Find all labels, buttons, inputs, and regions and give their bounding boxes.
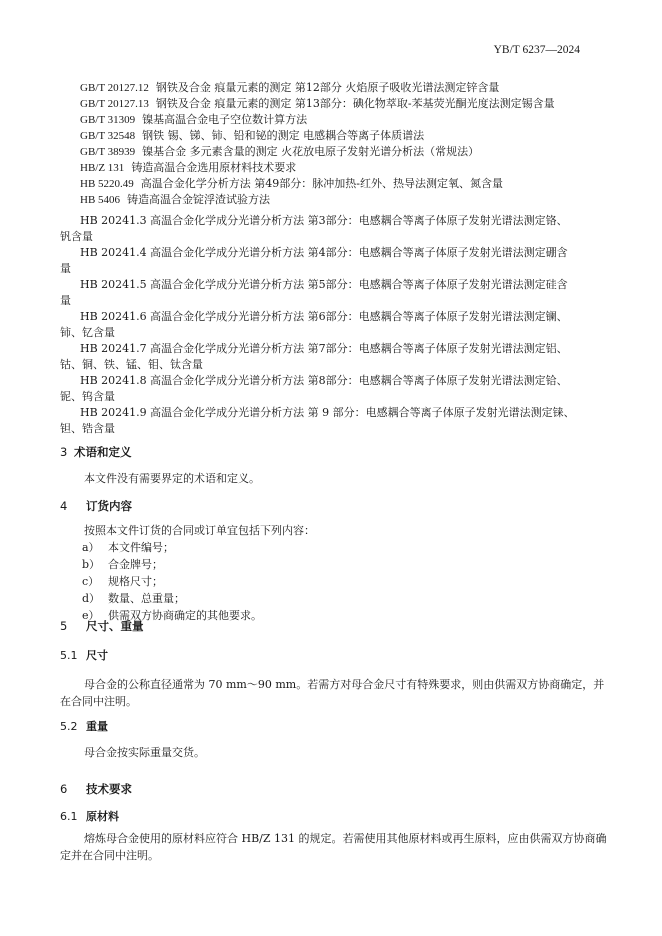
section-heading: 4 订货内容 [60,499,132,513]
list-item: c） 规格尺寸； [82,575,163,588]
section-heading: 3 术语和定义 [60,445,132,459]
reference-item: GB/T 20127.12 钢铁及合金 痕量元素的测定 第12部分 火焰原子吸收光谱法测定锌含量 [80,81,500,94]
list-item: e） 供需双方协商确定的其他要求。 [82,609,262,622]
reference-item: HB 20241.9 高温合金化学成分光谱分析方法 第 9 部分：电感耦合等离子体原子发射光谱法测定铼、 钽、锆含量 [60,406,575,435]
reference-item: HB 20241.4 高温合金化学成分光谱分析方法 第4部分：电感耦合等离子体原子发射光谱法测定硼含 量 [60,246,568,275]
paragraph: 母合金的公称直径通常为 70 mm～90 mm。若需方对母合金尺寸有特殊要求，则由供需双方协商确定，并在合同中注明。 [60,678,605,708]
reference-item: HB 20241.5 高温合金化学成分光谱分析方法 第5部分：电感耦合等离子体原子发射光谱法测定硅含 量 [60,278,568,307]
reference-item: GB/T 31309 镍基高温合金电子空位数计算方法 [80,113,308,126]
paragraph: 母合金按实际重量交货。 [84,746,205,759]
subsection-heading: 5.2 重量 [60,720,108,733]
reference-item: HB 20241.6 高温合金化学成分光谱分析方法 第6部分：电感耦合等离子体原子发射光谱法测定镧、 铈、钇含量 [60,310,568,339]
order-list [82,539,262,624]
reference-item: HB 5406 铸造高温合金锭浮渣试验方法 [80,193,271,206]
paragraph: 本文件没有需要界定的术语和定义。 [84,472,260,485]
list-item: b） 合金牌号； [82,558,163,571]
reference-item: GB/T 38939 镍基合金 多元素含量的测定 火花放电原子发射光谱分析法（常规法） [80,145,480,158]
paragraph: 熔炼母合金使用的原材料应符合 HB/Z 131 的规定。若需使用其他原材料或再生原料，应由供需双方协商确定并在合同中注明。 [60,832,607,862]
list-item: a） 本文件编号； [82,541,174,554]
reference-item: HB/Z 131 铸造高温合金选用原材料技术要求 [80,161,297,174]
reference-item: GB/T 20127.13 钢铁及合金 痕量元素的测定 第13部分：碘化物萃取-苯基荧光酮光度法测定锡含量 [80,97,555,110]
paragraph: 按照本文件订货的合同或订单宜包括下列内容： [84,524,315,537]
section-heading: 6 技术要求 [60,782,132,796]
reference-item: GB/T 32548 钢铁 锡、锑、铈、铅和铋的测定 电感耦合等离子体质谱法 [80,129,425,142]
reference-item: HB 20241.8 高温合金化学成分光谱分析方法 第8部分：电感耦合等离子体原子发射光谱法测定铪、 铌、钨含量 [60,374,568,403]
document-code: YB/T 6237—2024 [493,44,580,56]
subsection-heading: 5.1 尺寸 [60,649,108,662]
reference-item: HB 5220.49 高温合金化学分析方法 第49部分：脉冲加热-红外、热导法测定氧、氮含量 [80,177,503,190]
section-heading: 5 尺寸、重量 [60,619,144,633]
reference-item: HB 20241.3 高温合金化学成分光谱分析方法 第3部分：电感耦合等离子体原子发射光谱法测定铬、 钒含量 [60,214,568,243]
reference-item: HB 20241.7 高温合金化学成分光谱分析方法 第7部分：电感耦合等离子体原子发射光谱法测定铝、 钴、铜、铁、锰、钼、钛含量 [60,342,568,371]
subsection-heading: 6.1 原材料 [60,810,119,823]
list-item: d） 数量、总重量； [82,592,185,605]
